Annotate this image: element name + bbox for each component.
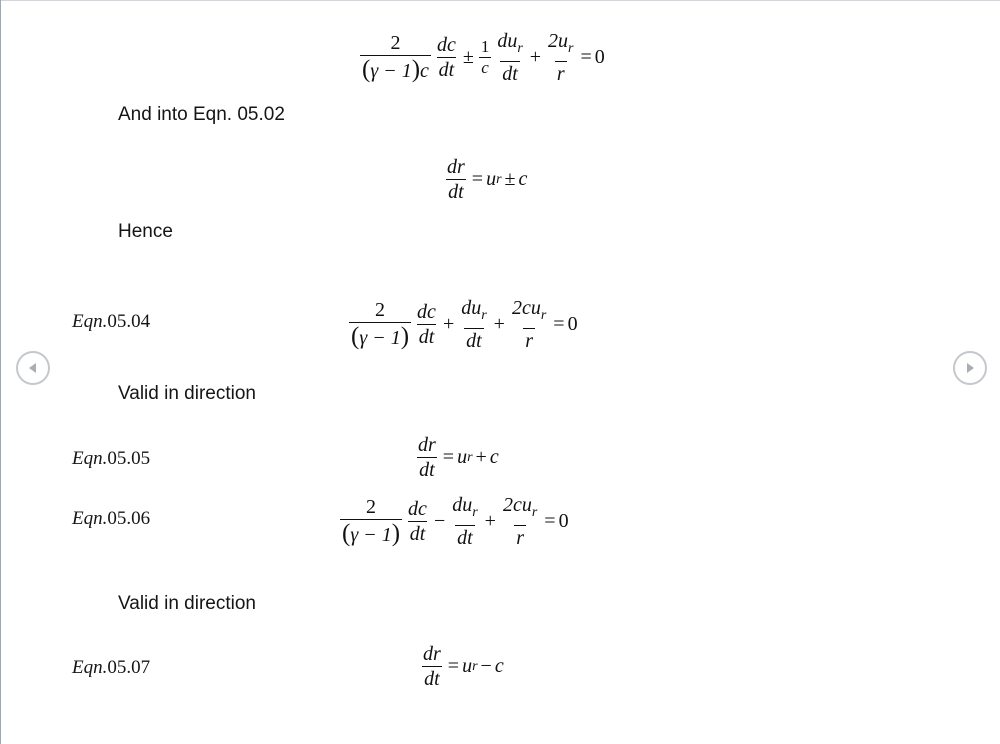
previous-page-button[interactable]	[16, 351, 50, 385]
fraction-2cur-over-r: $\frac{2cu_r}{r}$	[511, 297, 547, 352]
fraction-two-over-gamma: $\frac{2}{(\gamma - 1)}$	[351, 299, 410, 351]
fraction-two-over-gamma: $\frac{2}{(\gamma - 1)}$	[342, 496, 401, 548]
paragraph-valid-direction-2: Valid in direction	[118, 593, 257, 614]
fraction-dc-dt: $\frac{dc}{dt}$	[417, 300, 436, 348]
equation-0507: $\frac{dr}{dt}$ = u r − c	[423, 643, 504, 690]
fraction-one-over-c: $\frac{1}{c}$	[480, 36, 490, 77]
equation-label-0506: Eqn.05.06	[72, 508, 151, 529]
fraction-dc-dt: $\frac{dc}{dt}$	[408, 497, 427, 545]
fraction-dr-dt: $\frac{dr}{dt}$	[423, 643, 441, 690]
equation-0504: $\frac{2}{(\gamma - 1)}$ $\frac{dc}{dt}$ + $\frac{du_r}{dt}$ + $\frac{2cu_r}{r}$ = 0	[351, 297, 578, 352]
paragraph-valid-direction-1: Valid in direction	[118, 383, 257, 404]
fraction-2cur-over-r: $\frac{2cu_r}{r}$	[502, 494, 538, 549]
equation-label-0505: Eqn.05.05	[72, 448, 151, 469]
paragraph-hence: Hence	[118, 221, 173, 242]
equation-label-0504: Eqn.05.04	[72, 311, 151, 332]
fraction-dur-dt: $\frac{du_r}{dt}$	[497, 30, 523, 85]
fraction-two-over-gamma-c: $\frac{2}{(\gamma - 1)c}$	[362, 32, 429, 84]
page-top-border	[0, 0, 1000, 1]
chevron-right-icon	[963, 361, 977, 375]
fraction-2ur-over-r: $\frac{2u_r}{r}$	[548, 30, 574, 85]
equation-0506: $\frac{2}{(\gamma - 1)}$ $\frac{dc}{dt}$ − $\frac{du_r}{dt}$ + $\frac{2cu_r}{r}$ = 0	[342, 494, 569, 549]
equation-characteristic-combined: $\frac{2}{(\gamma - 1)c}$ $\frac{dc}{dt}$ ± $\frac{1}{c}$ $\frac{du_r}{dt}$ + $\frac{2u_r}{r}$ = 0	[362, 30, 605, 85]
equation-label-0507: Eqn.05.07	[72, 657, 151, 678]
equation-0505: $\frac{dr}{dt}$ = u r + c	[418, 434, 499, 481]
next-page-button[interactable]	[953, 351, 987, 385]
equation-dr-dt-pm: $\frac{dr}{dt}$ = u r ± c	[447, 156, 528, 203]
fraction-dur-dt: $\frac{du_r}{dt}$	[461, 297, 487, 352]
fraction-dur-dt: $\frac{du_r}{dt}$	[452, 494, 478, 549]
page-left-border	[0, 0, 1, 744]
paragraph-and-into: And into Eqn. 05.02	[118, 104, 285, 125]
fraction-dr-dt: $\frac{dr}{dt}$	[447, 156, 465, 203]
fraction-dr-dt: $\frac{dr}{dt}$	[418, 434, 436, 481]
fraction-dc-dt: $\frac{dc}{dt}$	[436, 33, 456, 81]
chevron-left-icon	[26, 361, 40, 375]
